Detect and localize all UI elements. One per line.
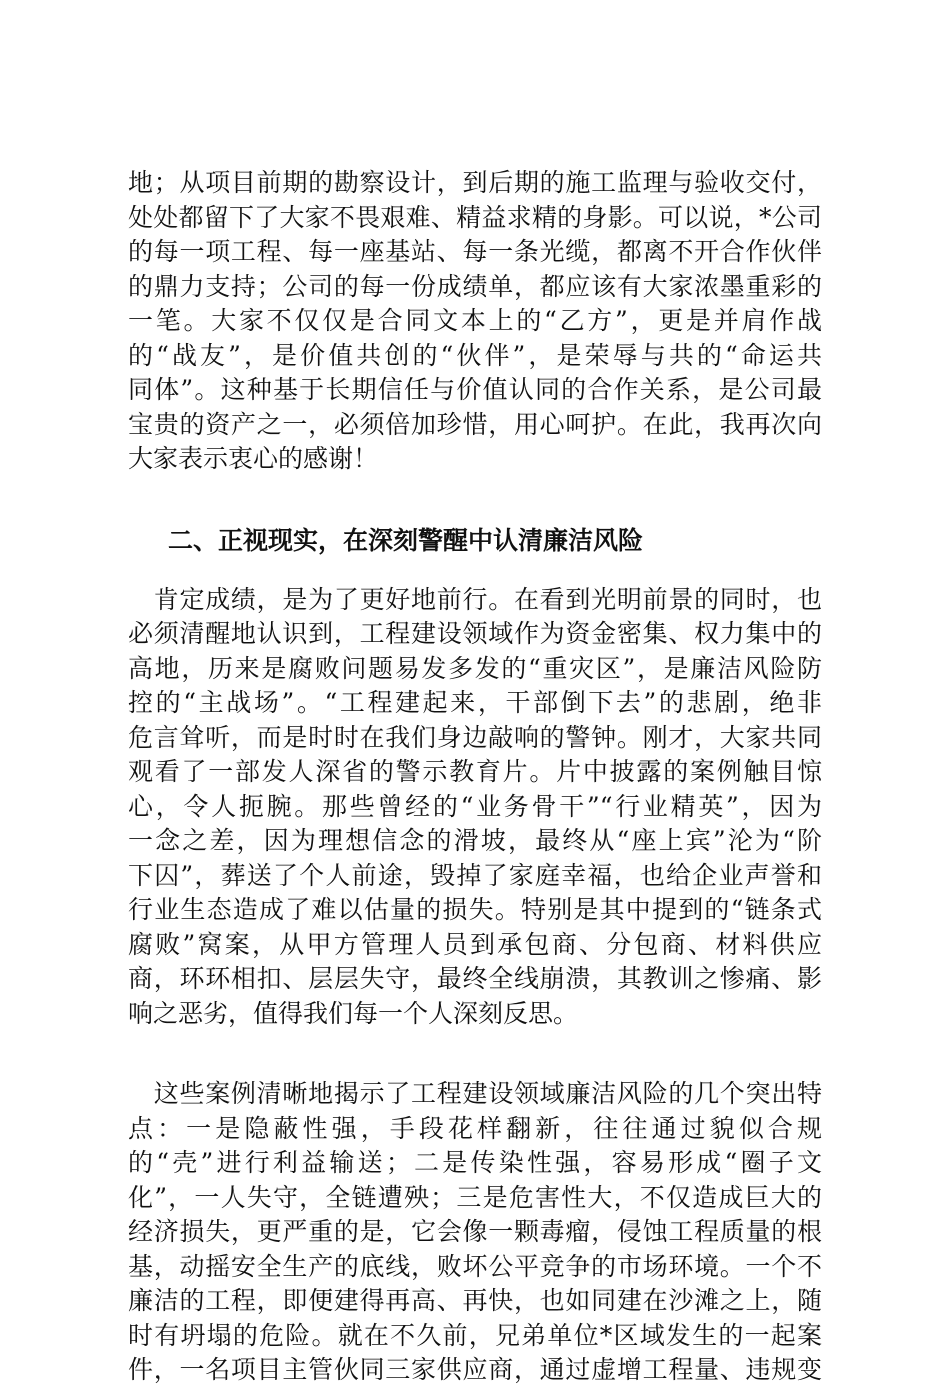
text-line: 一笔。大家不仅仅是合同文本上的“乙方”，更是并肩作战 [128, 306, 822, 335]
text-line: 宝贵的资产之一，必须倍加珍惜，用心呵护。在此，我再次向 [128, 409, 822, 439]
text-line: 的鼎力支持；公司的每一份成绩单，都应该有大家浓墨重彩的 [128, 271, 822, 301]
text-line: 的“壳”进行利益输送；二是传染性强，容易形成“圈子文 [128, 1148, 822, 1177]
text-line: 心，令人扼腕。那些曾经的“业务骨干”“行业精英”，因为 [128, 791, 822, 821]
text-line: 件，一名项目主管伙同三家供应商，通过虚增工程量、违规变 [128, 1355, 822, 1384]
text-line: 化”，一人失守，全链遭殃；三是危害性大，不仅造成巨大的 [128, 1182, 822, 1212]
text-line: 必须清醒地认识到，工程建设领域作为资金密集、权力集中的 [128, 619, 822, 648]
text-line: 行业生态造成了难以估量的损失。特别是其中提到的“链条式 [128, 895, 822, 924]
paragraph-spacer [128, 477, 822, 523]
paragraph-1 [128, 166, 822, 477]
text-line: 处处都留下了大家不畏艰难、精益求精的身影。可以说，*公司 [128, 202, 822, 232]
text-line: 高地，历来是腐败问题易发多发的“重灾区”，是廉洁风险防 [128, 653, 822, 683]
text-line: 大家表示衷心的感谢！ [128, 444, 379, 473]
text-line: 响之恶劣，值得我们每一个人深刻反思。 [128, 998, 579, 1028]
text-line: 危言耸听，而是时时在我们身边敲响的警钟。刚才，大家共同 [128, 722, 822, 752]
text-line: 地；从项目前期的勘察设计，到后期的施工监理与验收交付， [128, 168, 822, 197]
text-line: 控的“主战场”。“工程建起来，干部倒下去”的悲剧，绝非 [128, 688, 822, 717]
text-line: 商，环环相扣、层层失守，最终全线崩溃，其教训之惨痛、影 [128, 964, 822, 993]
text-line: 廉洁的工程，即便建得再高、再快，也如同建在沙滩之上，随 [128, 1286, 822, 1315]
text-line: 这些案例清晰地揭示了工程建设领域廉洁风险的几个突出特 [128, 1079, 822, 1108]
text-line: 点：一是隐蔽性强，手段花样翻新，往往通过貌似合规 [128, 1113, 822, 1143]
text-line: 肯定成绩，是为了更好地前行。在看到光明前景的同时，也 [128, 584, 822, 614]
paragraph-2 [128, 583, 822, 1032]
document-page [128, 166, 822, 1388]
text-line: 经济损失，更严重的是，它会像一颗毒瘤，侵蚀工程质量的根 [128, 1217, 822, 1246]
text-line: 同体”。这种基于长期信任与价值认同的合作关系，是公司最 [128, 375, 822, 404]
text-line: 基，动摇安全生产的底线，败坏公平竞争的市场环境。一个不 [128, 1251, 822, 1281]
text-line: 的“战友”，是价值共创的“伙伴”，是荣辱与共的“命运共 [128, 340, 822, 370]
text-line: 观看了一部发人深省的警示教育片。片中披露的案例触目惊 [128, 757, 822, 786]
text-line: 腐败”窝案，从甲方管理人员到承包商、分包商、材料供应 [128, 929, 822, 959]
paragraph-3 [128, 1077, 822, 1388]
text-line: 时有坍塌的危险。就在不久前，兄弟单位*区域发生的一起案 [128, 1320, 822, 1350]
text-line: 一念之差，因为理想信念的滑坡，最终从“座上宾”沦为“阶 [128, 826, 822, 855]
section-heading: 二、正视现实，在深刻警醒中认清廉洁风险 [168, 525, 644, 555]
paragraph-spacer [128, 1031, 822, 1077]
paragraph-spacer [128, 559, 822, 583]
text-line: 的每一项工程、每一座基站、每一条光缆，都离不开合作伙伴 [128, 237, 822, 266]
text-line: 下囚”，葬送了个人前途，毁掉了家庭幸福，也给企业声誉和 [128, 860, 822, 890]
